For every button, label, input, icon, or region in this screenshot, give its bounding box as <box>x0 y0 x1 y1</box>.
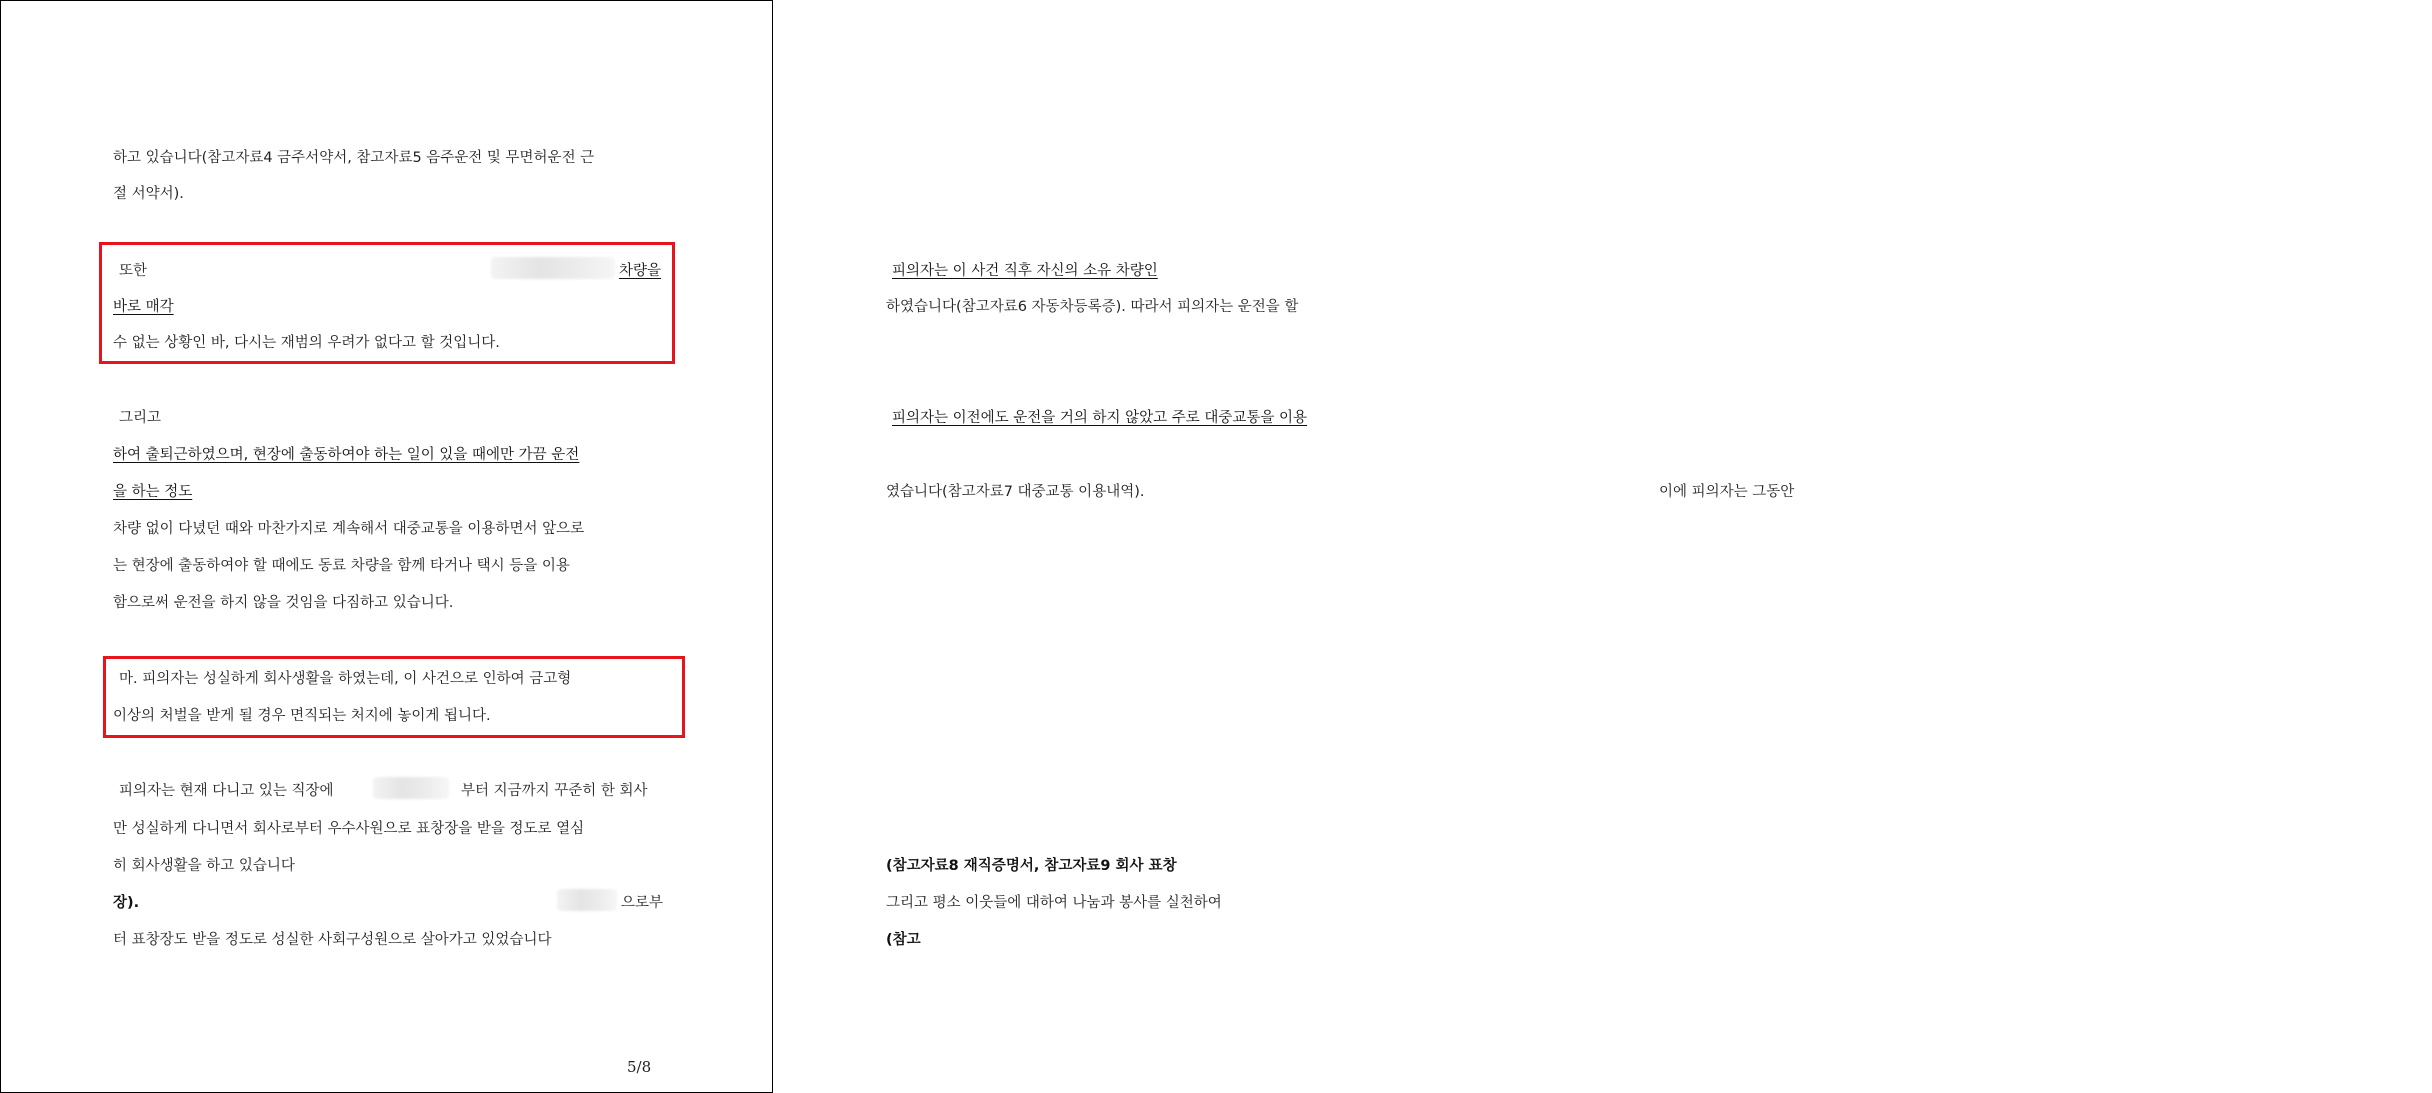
para3-line4-end: 으로부 <box>621 895 664 911</box>
page-number: 5/8 <box>627 1058 652 1076</box>
para3-line1: 피의자는 현재 다니고 있는 직장에 <box>119 783 334 799</box>
para2-line2: 하여 출퇴근하였으며, 현장에 출동하여야 하는 일이 있을 때에만 가끔 운전 <box>113 447 580 463</box>
para3-line1-end: 부터 지금까지 꾸준히 한 회사 <box>461 783 648 799</box>
para3-line3: 히 회사생활을 하고 있습니다 (참고자료8 재직증명서, 참고자료9 회사 표창 <box>113 858 1177 874</box>
para2-line6: 함으로써 운전을 하지 않을 것임을 다짐하고 있습니다. <box>113 595 454 611</box>
para2-line4: 차량 없이 다녔던 때와 마찬가지로 계속해서 대중교통을 이용하면서 앞으로 <box>113 521 585 537</box>
para3-line5: 터 표창장도 받을 정도로 성실한 사회구성원으로 살아가고 있었습니다 (참고 <box>113 932 921 948</box>
redacted-date <box>373 777 449 799</box>
para3-line4: 장). 그리고 평소 이웃들에 대하여 나눔과 봉사를 실천하여 <box>113 895 1222 911</box>
para2-line3: 을 하는 정도 였습니다(참고자료7 대중교통 이용내역). 이에 피의자는 그동안 <box>113 484 1795 500</box>
box1-line1: 또한 피의자는 이 사건 직후 자신의 소유 차량인 <box>119 263 1158 279</box>
box1-line1-end: 차량을 <box>619 263 662 279</box>
redacted-organization <box>557 889 617 911</box>
box2-line1: 마. 피의자는 성실하게 회사생활을 하였는데, 이 사건으로 인하여 금고형 <box>119 671 572 687</box>
para1-line2: 절 서약서). <box>113 186 184 202</box>
para3-line2: 만 성실하게 다니면서 회사로부터 우수사원으로 표창장을 받을 정도로 열심 <box>113 821 585 837</box>
para2-line1: 그리고 피의자는 이전에도 운전을 거의 하지 않았고 주로 대중교통을 이용 <box>119 410 1308 426</box>
redacted-vehicle <box>491 257 615 279</box>
box1-line3: 수 없는 상황인 바, 다시는 재범의 우려가 없다고 할 것입니다. <box>113 335 500 351</box>
box2-line2: 이상의 처벌을 받게 될 경우 면직되는 처지에 놓이게 됩니다. <box>113 708 491 724</box>
box1-line2: 바로 매각 하였습니다(참고자료6 자동차등록증). 따라서 피의자는 운전을 할 <box>113 299 1299 315</box>
para1-line1: 하고 있습니다(참고자료4 금주서약서, 참고자료5 음주운전 및 무면허운전 근 <box>113 150 595 166</box>
para2-line5: 는 현장에 출동하여야 할 때에도 동료 차량을 함께 타거나 택시 등을 이용 <box>113 558 570 574</box>
